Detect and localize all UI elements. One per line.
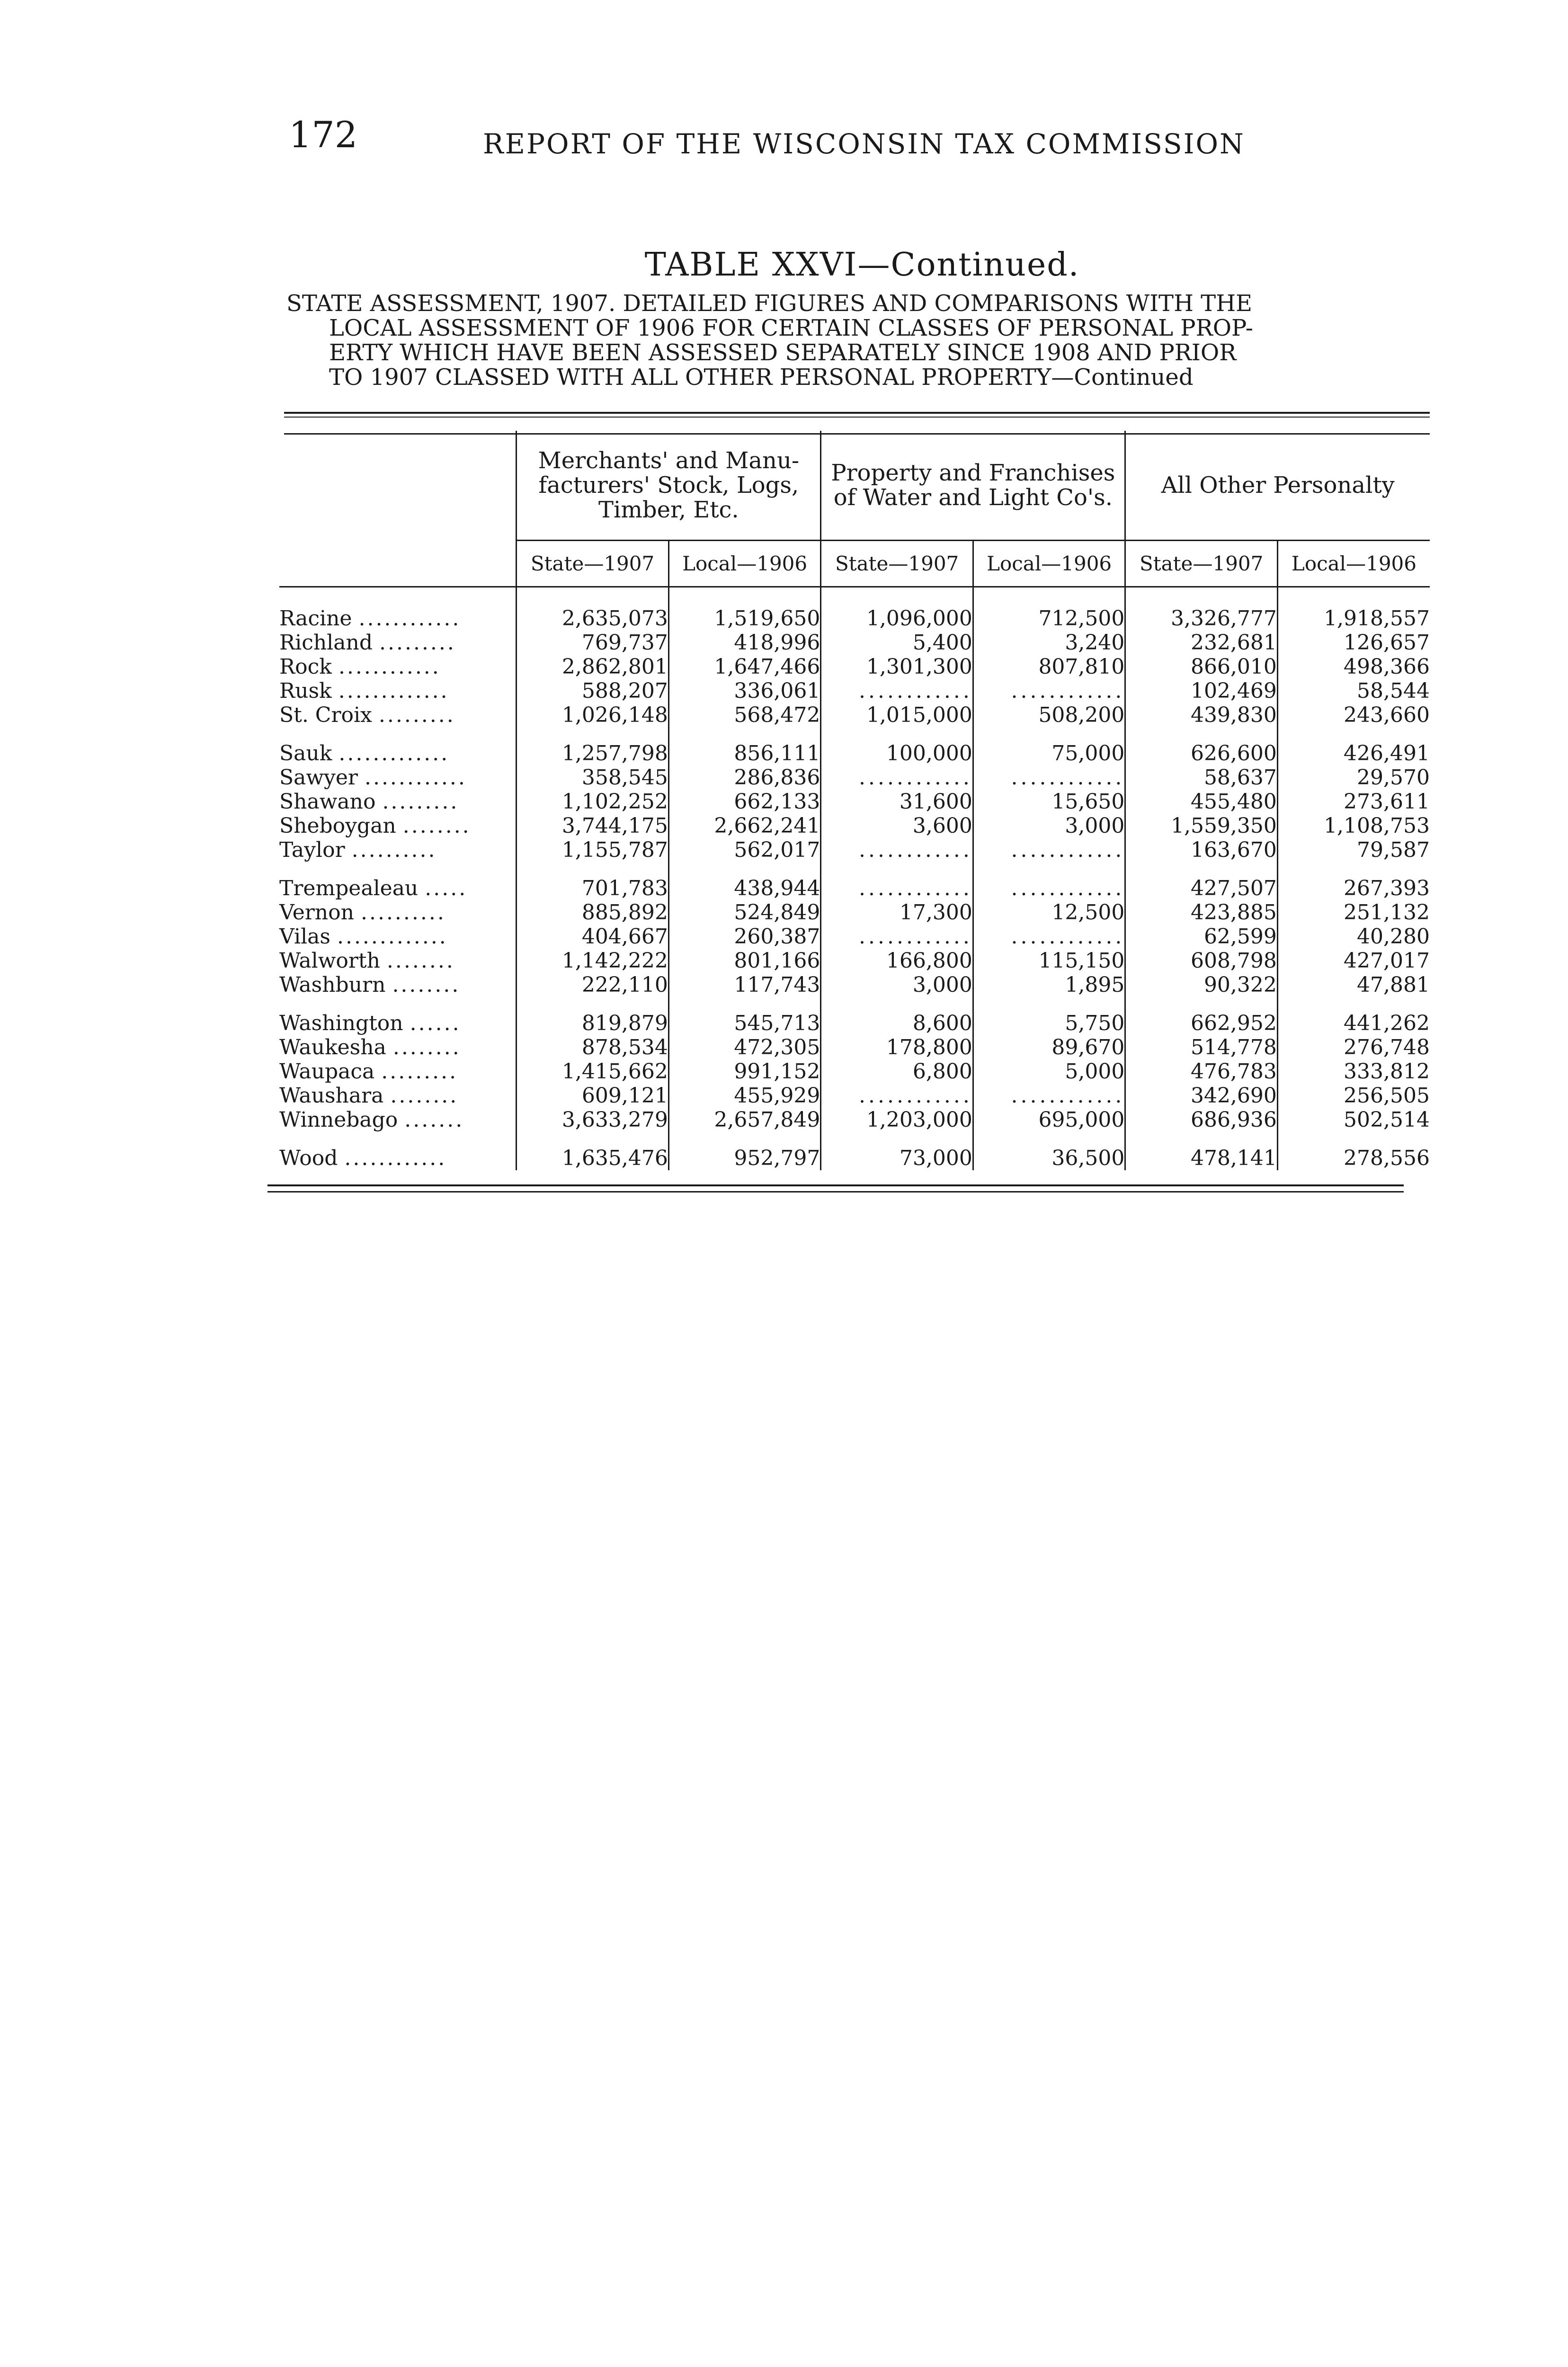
dot-leader: ......... xyxy=(379,631,456,655)
table-row xyxy=(279,1059,1430,1084)
dot-leader: ........ xyxy=(390,1084,459,1108)
value-cell: 100,000 xyxy=(821,727,973,765)
county-name xyxy=(279,949,517,973)
empty-cell-dots: ............ xyxy=(973,679,1125,703)
value-cell: 568,472 xyxy=(668,703,821,727)
value-cell: 5,000 xyxy=(973,1059,1125,1084)
county-label: Waupaca xyxy=(279,1059,375,1084)
value-cell: 1,415,662 xyxy=(517,1059,669,1084)
county-label: Shawano xyxy=(279,790,376,814)
subheader-state-1907: State—1907 xyxy=(821,541,973,587)
table-row xyxy=(279,790,1430,814)
value-cell: 819,879 xyxy=(517,997,669,1035)
county-label: Walworth xyxy=(279,949,380,973)
dot-leader: ......... xyxy=(382,790,459,814)
dot-leader: ......... xyxy=(378,703,455,727)
value-cell: 178,800 xyxy=(821,1035,973,1059)
value-cell: 1,096,000 xyxy=(821,587,973,631)
caption-line: STATE ASSESSMENT, 1907. DETAILED FIGURES AND COMPARISONS WITH THE xyxy=(286,290,1253,317)
value-cell: 15,650 xyxy=(973,790,1125,814)
value-cell: 423,885 xyxy=(1125,900,1278,925)
county-label: Sheboygan xyxy=(279,814,396,838)
dot-leader: ............ xyxy=(358,606,461,631)
empty-cell-dots: ............ xyxy=(821,679,973,703)
dot-leader: ........ xyxy=(402,814,471,838)
subheader-local-1906: Local—1906 xyxy=(668,541,821,587)
assessment-table xyxy=(279,431,1430,1170)
value-cell: 455,929 xyxy=(668,1084,821,1108)
county-label: Winnebago xyxy=(279,1108,398,1132)
value-cell: 404,667 xyxy=(517,925,669,949)
value-cell: 626,600 xyxy=(1125,727,1278,765)
county-name xyxy=(279,1108,517,1132)
table-row xyxy=(279,814,1430,838)
county-name xyxy=(279,1084,517,1108)
group-header-row xyxy=(279,431,1430,541)
county-label: Sawyer xyxy=(279,765,358,790)
dot-leader: ........ xyxy=(386,949,455,973)
table-caption xyxy=(286,291,1432,390)
value-cell: 1,026,148 xyxy=(517,703,669,727)
value-cell: 126,657 xyxy=(1277,631,1430,655)
value-cell: 545,713 xyxy=(668,997,821,1035)
group-header-merchants: Merchants' and Manu- facturers' Stock, Logs, Timber, Etc. xyxy=(517,431,821,541)
table-row xyxy=(279,973,1430,997)
county-name xyxy=(279,925,517,949)
value-cell: 358,545 xyxy=(517,765,669,790)
dot-leader: ..... xyxy=(425,876,468,900)
dot-leader: ............ xyxy=(344,1146,447,1170)
county-name xyxy=(279,1132,517,1170)
county-name xyxy=(279,631,517,655)
value-cell: 952,797 xyxy=(668,1132,821,1170)
value-cell: 58,544 xyxy=(1277,679,1430,703)
page-number: 172 xyxy=(289,114,358,156)
empty-cell-dots: ............ xyxy=(973,765,1125,790)
value-cell: 62,599 xyxy=(1125,925,1278,949)
county-name xyxy=(279,973,517,997)
county-name xyxy=(279,727,517,765)
dot-leader: ........ xyxy=(392,1035,461,1059)
subheader-local-1906: Local—1906 xyxy=(973,541,1125,587)
value-cell: 90,322 xyxy=(1125,973,1278,997)
county-label: Taylor xyxy=(279,838,345,862)
value-cell: 6,800 xyxy=(821,1059,973,1084)
county-label: Sauk xyxy=(279,741,332,765)
table-title-text: TABLE XXVI—Continued. xyxy=(644,246,1080,284)
value-cell: 47,881 xyxy=(1277,973,1430,997)
county-label: Wood xyxy=(279,1146,338,1170)
value-cell: 17,300 xyxy=(821,900,973,925)
page-header xyxy=(289,114,1283,166)
value-cell: 885,892 xyxy=(517,900,669,925)
value-cell: 163,670 xyxy=(1125,838,1278,862)
table-row xyxy=(279,925,1430,949)
dot-leader: ............. xyxy=(337,925,448,949)
value-cell: 286,836 xyxy=(668,765,821,790)
value-cell: 89,670 xyxy=(973,1035,1125,1059)
sub-header-row xyxy=(279,541,1430,587)
value-cell: 588,207 xyxy=(517,679,669,703)
table-row xyxy=(279,765,1430,790)
county-label: Washington xyxy=(279,1011,403,1035)
county-name xyxy=(279,862,517,900)
table-row xyxy=(279,862,1430,900)
value-cell: 1,918,557 xyxy=(1277,587,1430,631)
dot-leader: ............. xyxy=(339,741,450,765)
value-cell: 2,657,849 xyxy=(668,1108,821,1132)
value-cell: 256,505 xyxy=(1277,1084,1430,1108)
value-cell: 472,305 xyxy=(668,1035,821,1059)
value-cell: 418,996 xyxy=(668,631,821,655)
value-cell: 695,000 xyxy=(973,1108,1125,1132)
value-cell: 29,570 xyxy=(1277,765,1430,790)
value-cell: 1,257,798 xyxy=(517,727,669,765)
value-cell: 273,611 xyxy=(1277,790,1430,814)
value-cell: 498,366 xyxy=(1277,655,1430,679)
county-label: Vilas xyxy=(279,925,330,949)
value-cell: 1,108,753 xyxy=(1277,814,1430,838)
empty-cell-dots: ............ xyxy=(821,925,973,949)
value-cell: 856,111 xyxy=(668,727,821,765)
county-header xyxy=(279,431,517,541)
value-cell: 1,519,650 xyxy=(668,587,821,631)
top-rule-thin xyxy=(284,417,1430,418)
table-row xyxy=(279,679,1430,703)
caption-line: LOCAL ASSESSMENT OF 1906 FOR CERTAIN CLASSES OF PERSONAL PROP- xyxy=(329,315,1253,341)
value-cell: 8,600 xyxy=(821,997,973,1035)
county-name xyxy=(279,814,517,838)
value-cell: 222,110 xyxy=(517,973,669,997)
dot-leader: ....... xyxy=(404,1108,464,1132)
table-row xyxy=(279,949,1430,973)
value-cell: 524,849 xyxy=(668,900,821,925)
value-cell: 1,301,300 xyxy=(821,655,973,679)
table-row xyxy=(279,727,1430,765)
dot-leader: .......... xyxy=(351,838,437,862)
value-cell: 1,155,787 xyxy=(517,838,669,862)
value-cell: 232,681 xyxy=(1125,631,1278,655)
empty-cell-dots: ............ xyxy=(973,862,1125,900)
county-label: Rusk xyxy=(279,679,332,703)
group-header-other-personalty: All Other Personalty xyxy=(1125,431,1430,541)
value-cell: 502,514 xyxy=(1277,1108,1430,1132)
value-cell: 260,387 xyxy=(668,925,821,949)
county-label: Rock xyxy=(279,655,332,679)
value-cell: 333,812 xyxy=(1277,1059,1430,1084)
county-subheader xyxy=(279,541,517,587)
value-cell: 2,662,241 xyxy=(668,814,821,838)
county-name xyxy=(279,1059,517,1084)
bottom-rule xyxy=(267,1184,1404,1186)
county-name xyxy=(279,679,517,703)
value-cell: 1,647,466 xyxy=(668,655,821,679)
county-label: Vernon xyxy=(279,900,354,925)
county-name xyxy=(279,900,517,925)
table-row xyxy=(279,900,1430,925)
dot-leader: ......... xyxy=(381,1059,458,1084)
empty-cell-dots: ............ xyxy=(821,862,973,900)
value-cell: 75,000 xyxy=(973,727,1125,765)
table-row xyxy=(279,838,1430,862)
value-cell: 2,862,801 xyxy=(517,655,669,679)
value-cell: 40,280 xyxy=(1277,925,1430,949)
value-cell: 3,633,279 xyxy=(517,1108,669,1132)
bottom-rule-thin xyxy=(267,1191,1404,1192)
county-name xyxy=(279,997,517,1035)
value-cell: 3,326,777 xyxy=(1125,587,1278,631)
value-cell: 438,944 xyxy=(668,862,821,900)
value-cell: 2,635,073 xyxy=(517,587,669,631)
value-cell: 5,750 xyxy=(973,997,1125,1035)
value-cell: 342,690 xyxy=(1125,1084,1278,1108)
value-cell: 5,400 xyxy=(821,631,973,655)
value-cell: 36,500 xyxy=(973,1132,1125,1170)
table-row xyxy=(279,655,1430,679)
value-cell: 3,000 xyxy=(973,814,1125,838)
value-cell: 427,507 xyxy=(1125,862,1278,900)
value-cell: 562,017 xyxy=(668,838,821,862)
county-label: Waukesha xyxy=(279,1035,386,1059)
value-cell: 3,600 xyxy=(821,814,973,838)
value-cell: 58,637 xyxy=(1125,765,1278,790)
value-cell: 426,491 xyxy=(1277,727,1430,765)
group-header-water-light: Property and Franchises of Water and Light Co's. xyxy=(821,431,1125,541)
table-row xyxy=(279,631,1430,655)
empty-cell-dots: ............ xyxy=(973,925,1125,949)
empty-cell-dots: ............ xyxy=(973,838,1125,862)
county-label: Trempealeau xyxy=(279,876,419,900)
value-cell: 712,500 xyxy=(973,587,1125,631)
empty-cell-dots: ............ xyxy=(821,765,973,790)
value-cell: 267,393 xyxy=(1277,862,1430,900)
value-cell: 608,798 xyxy=(1125,949,1278,973)
table-body xyxy=(279,587,1430,1171)
county-name xyxy=(279,587,517,631)
value-cell: 1,203,000 xyxy=(821,1108,973,1132)
table-row xyxy=(279,703,1430,727)
value-cell: 662,133 xyxy=(668,790,821,814)
county-label: Racine xyxy=(279,606,352,631)
running-head: REPORT OF THE WISCONSIN TAX COMMISSION xyxy=(483,128,1245,160)
county-name xyxy=(279,1035,517,1059)
value-cell: 514,778 xyxy=(1125,1035,1278,1059)
value-cell: 455,480 xyxy=(1125,790,1278,814)
value-cell: 866,010 xyxy=(1125,655,1278,679)
value-cell: 31,600 xyxy=(821,790,973,814)
county-name xyxy=(279,703,517,727)
dot-leader: ............. xyxy=(338,679,449,703)
value-cell: 3,744,175 xyxy=(517,814,669,838)
table-row xyxy=(279,1108,1430,1132)
value-cell: 79,587 xyxy=(1277,838,1430,862)
value-cell: 878,534 xyxy=(517,1035,669,1059)
value-cell: 1,559,350 xyxy=(1125,814,1278,838)
value-cell: 278,556 xyxy=(1277,1132,1430,1170)
county-label: Washburn xyxy=(279,973,386,997)
county-name xyxy=(279,790,517,814)
table-title xyxy=(0,246,1568,284)
value-cell: 769,737 xyxy=(517,631,669,655)
county-name xyxy=(279,765,517,790)
value-cell: 439,830 xyxy=(1125,703,1278,727)
dot-leader: ...... xyxy=(410,1011,461,1035)
value-cell: 276,748 xyxy=(1277,1035,1430,1059)
value-cell: 102,469 xyxy=(1125,679,1278,703)
value-cell: 3,240 xyxy=(973,631,1125,655)
county-name xyxy=(279,838,517,862)
value-cell: 251,132 xyxy=(1277,900,1430,925)
value-cell: 1,102,252 xyxy=(517,790,669,814)
value-cell: 478,141 xyxy=(1125,1132,1278,1170)
dot-leader: ............ xyxy=(338,655,441,679)
top-rule xyxy=(284,412,1430,414)
table-row xyxy=(279,1132,1430,1170)
value-cell: 166,800 xyxy=(821,949,973,973)
dot-leader: ............ xyxy=(364,765,467,790)
empty-cell-dots: ............ xyxy=(821,1084,973,1108)
value-cell: 73,000 xyxy=(821,1132,973,1170)
value-cell: 117,743 xyxy=(668,973,821,997)
table-row xyxy=(279,1084,1430,1108)
table-row xyxy=(279,997,1430,1035)
value-cell: 441,262 xyxy=(1277,997,1430,1035)
value-cell: 1,142,222 xyxy=(517,949,669,973)
value-cell: 115,150 xyxy=(973,949,1125,973)
county-label: Richland xyxy=(279,631,373,655)
value-cell: 508,200 xyxy=(973,703,1125,727)
subheader-state-1907: State—1907 xyxy=(1125,541,1278,587)
value-cell: 12,500 xyxy=(973,900,1125,925)
value-cell: 807,810 xyxy=(973,655,1125,679)
value-cell: 991,152 xyxy=(668,1059,821,1084)
caption-line: TO 1907 CLASSED WITH ALL OTHER PERSONAL PROPERTY—Continued xyxy=(329,364,1194,391)
subheader-state-1907: State—1907 xyxy=(517,541,669,587)
dot-leader: ........ xyxy=(392,973,461,997)
value-cell: 662,952 xyxy=(1125,997,1278,1035)
value-cell: 243,660 xyxy=(1277,703,1430,727)
value-cell: 427,017 xyxy=(1277,949,1430,973)
value-cell: 609,121 xyxy=(517,1084,669,1108)
value-cell: 1,635,476 xyxy=(517,1132,669,1170)
county-label: Waushara xyxy=(279,1084,384,1108)
county-name xyxy=(279,655,517,679)
empty-cell-dots: ............ xyxy=(973,1084,1125,1108)
value-cell: 686,936 xyxy=(1125,1108,1278,1132)
county-label: St. Croix xyxy=(279,703,372,727)
value-cell: 1,895 xyxy=(973,973,1125,997)
value-cell: 336,061 xyxy=(668,679,821,703)
table-row xyxy=(279,587,1430,631)
subheader-local-1906: Local—1906 xyxy=(1277,541,1430,587)
value-cell: 3,000 xyxy=(821,973,973,997)
value-cell: 801,166 xyxy=(668,949,821,973)
table-row xyxy=(279,1035,1430,1059)
value-cell: 476,783 xyxy=(1125,1059,1278,1084)
dot-leader: .......... xyxy=(360,900,446,925)
value-cell: 1,015,000 xyxy=(821,703,973,727)
empty-cell-dots: ............ xyxy=(821,838,973,862)
value-cell: 701,783 xyxy=(517,862,669,900)
caption-line: ERTY WHICH HAVE BEEN ASSESSED SEPARATELY SINCE 1908 AND PRIOR xyxy=(329,339,1237,366)
